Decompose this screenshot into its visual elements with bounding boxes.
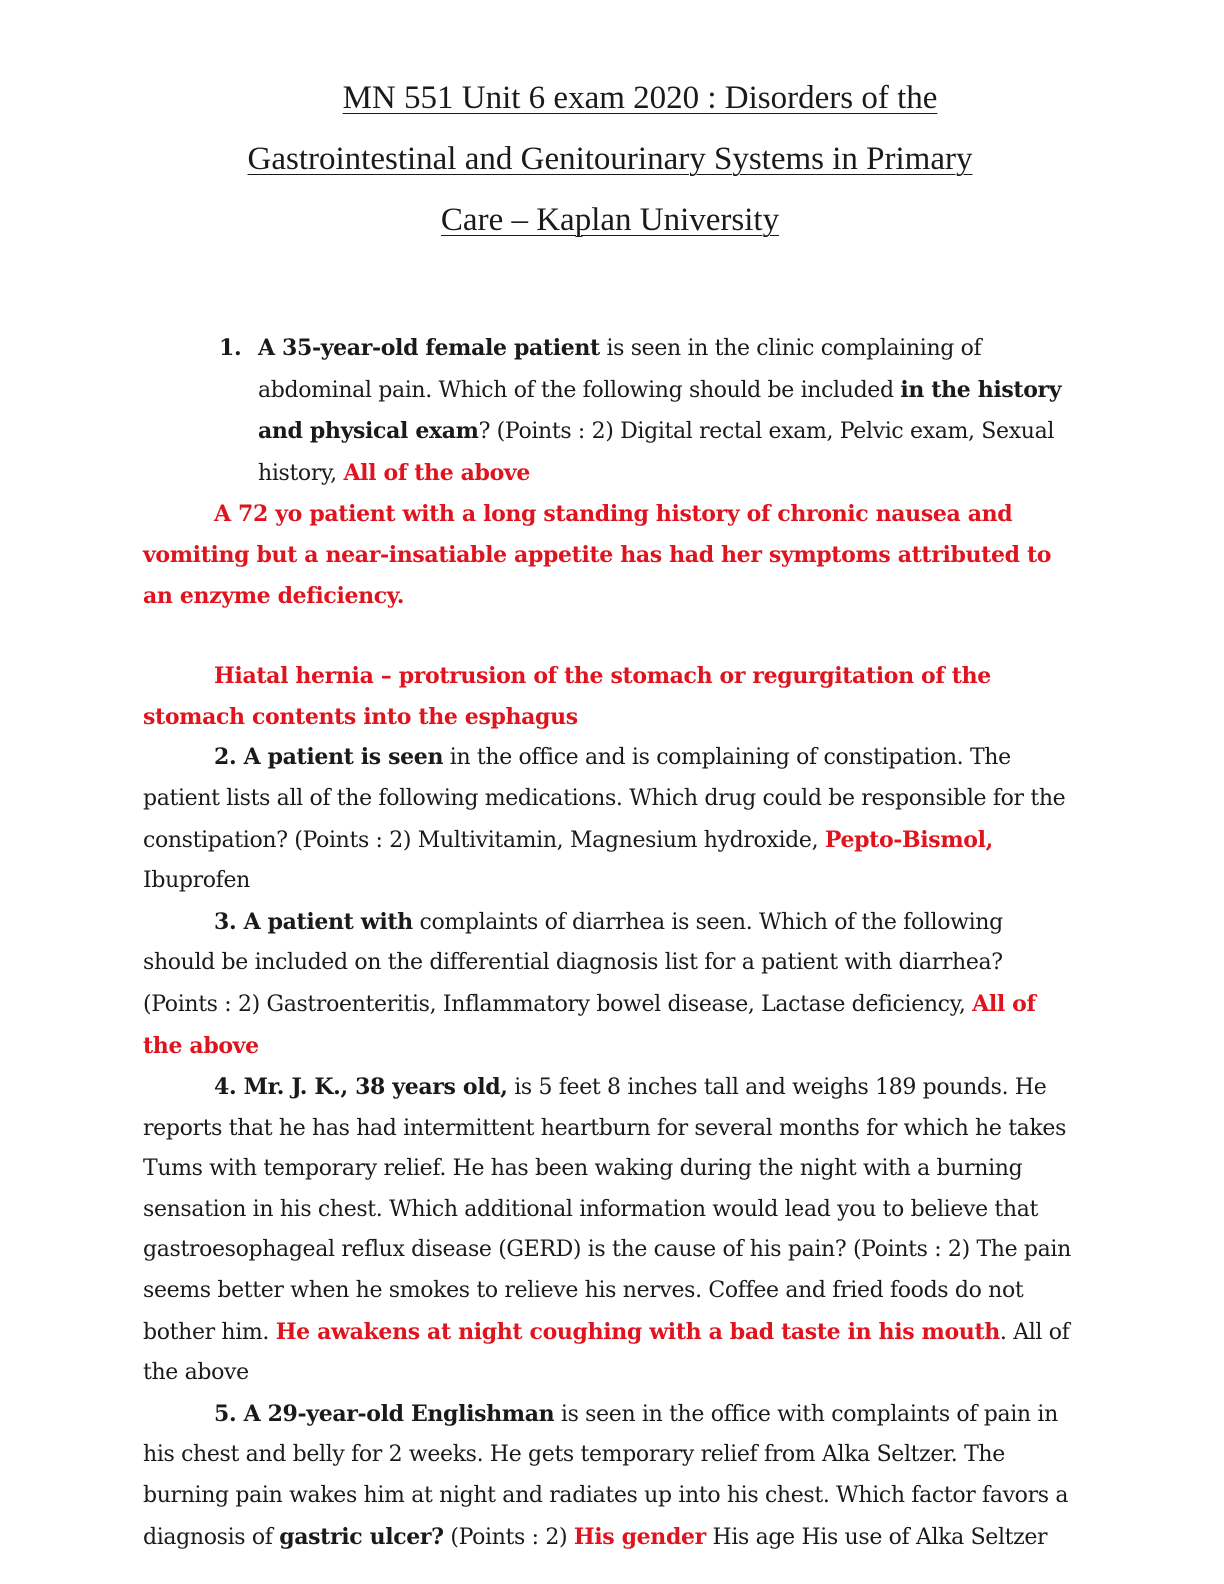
question-5-bold: gastric ulcer? xyxy=(279,1523,444,1550)
question-4-text-1: is 5 feet 8 inches tall and weighs 189 pounds. He reports that he has had intermittent heartburn for several months for which he takes Tums with temporary relief. He has been waking during the night with a burning sensation in his chest. Which additional information would lead you to believe that gastroesophageal reflux disease (GERD) is the cause of his pain? (Points : 2) The pain seems better when he smokes to relieve his nerves. Coffee and fried foods do not bother him. xyxy=(143,1075,1071,1345)
title-line-2: Gastrointestinal and Genitourinary Systems in Primary xyxy=(247,141,973,177)
question-1-number: 1. xyxy=(219,335,242,361)
question-2-text-2: Ibuprofen xyxy=(143,868,250,894)
question-1-text-2: ? (Points : 2) Digital rectal exam, Pelvic exam, Sexual history, xyxy=(258,419,1055,486)
question-1-text-1: is seen in the clinic complaining of abdominal pain. Which of the following should be included xyxy=(258,336,982,403)
question-2-lead: 2. A patient is seen xyxy=(214,744,444,771)
question-4-answer: He awakens at night coughing with a bad taste in his mouth xyxy=(275,1318,1000,1345)
title-line-3: Care – Kaplan University xyxy=(440,202,780,238)
document-title xyxy=(150,68,1070,251)
question-3-answer: All of the above xyxy=(143,990,1036,1059)
question-5-text-2: (Points : 2) xyxy=(443,1524,574,1550)
question-5-text-1: is seen in the office with complaints of pain in his chest and belly for 2 weeks. He gets temporary relief from Alka Seltzer. The burning pain wakes him at night and radiates up into his chest. Which factor favors a diagnosis of xyxy=(143,1401,1069,1550)
question-3-lead: 3. A patient with xyxy=(214,908,413,935)
document-body xyxy=(143,328,1073,1558)
question-4-lead: 4. Mr. J. K., 38 years old, xyxy=(214,1074,508,1101)
question-3 xyxy=(143,902,1073,1067)
question-1 xyxy=(143,328,1073,494)
question-1-answer: All of the above xyxy=(343,459,530,486)
spacer xyxy=(143,616,1073,656)
question-4 xyxy=(143,1067,1073,1394)
question-5 xyxy=(143,1394,1073,1558)
question-3-text-1: complaints of diarrhea is seen. Which of the following should be included on the differential diagnosis list for a patient with diarrhea? (Points : 2) Gastroenteritis, Inflammatory bowel disease, Lactase deficiency, xyxy=(143,909,1003,1017)
question-2-answer: Pepto-Bismol, xyxy=(824,826,993,853)
question-4-text-2: . All of the above xyxy=(143,1319,1070,1386)
question-5-text-3: His age His use of Alka Seltzer xyxy=(705,1524,1048,1550)
title-line-1: MN 551 Unit 6 exam 2020 : Disorders of the xyxy=(342,80,938,116)
question-2-text-1: in the office and is complaining of constipation. The patient lists all of the following medications. Which drug could be responsible for the constipation? (Points : 2) Multivitamin, Magnesium hydroxide, xyxy=(143,745,1066,853)
question-5-lead: 5. A 29-year-old Englishman xyxy=(214,1400,555,1427)
question-1-lead: A 35-year-old female patient xyxy=(258,335,600,361)
note-enzyme-deficiency: A 72 yo patient with a long standing history of chronic nausea and vomiting but a near-insatiable appetite has had her symptoms attributed to an enzyme deficiency. xyxy=(143,501,1052,609)
note-hiatal-hernia: Hiatal hernia – protrusion of the stomach or regurgitation of the stomach contents into the esphagus xyxy=(143,663,991,730)
question-5-answer: His gender xyxy=(573,1523,706,1550)
question-1-bold: in the history and physical exam xyxy=(258,376,1062,445)
question-2 xyxy=(143,737,1073,901)
